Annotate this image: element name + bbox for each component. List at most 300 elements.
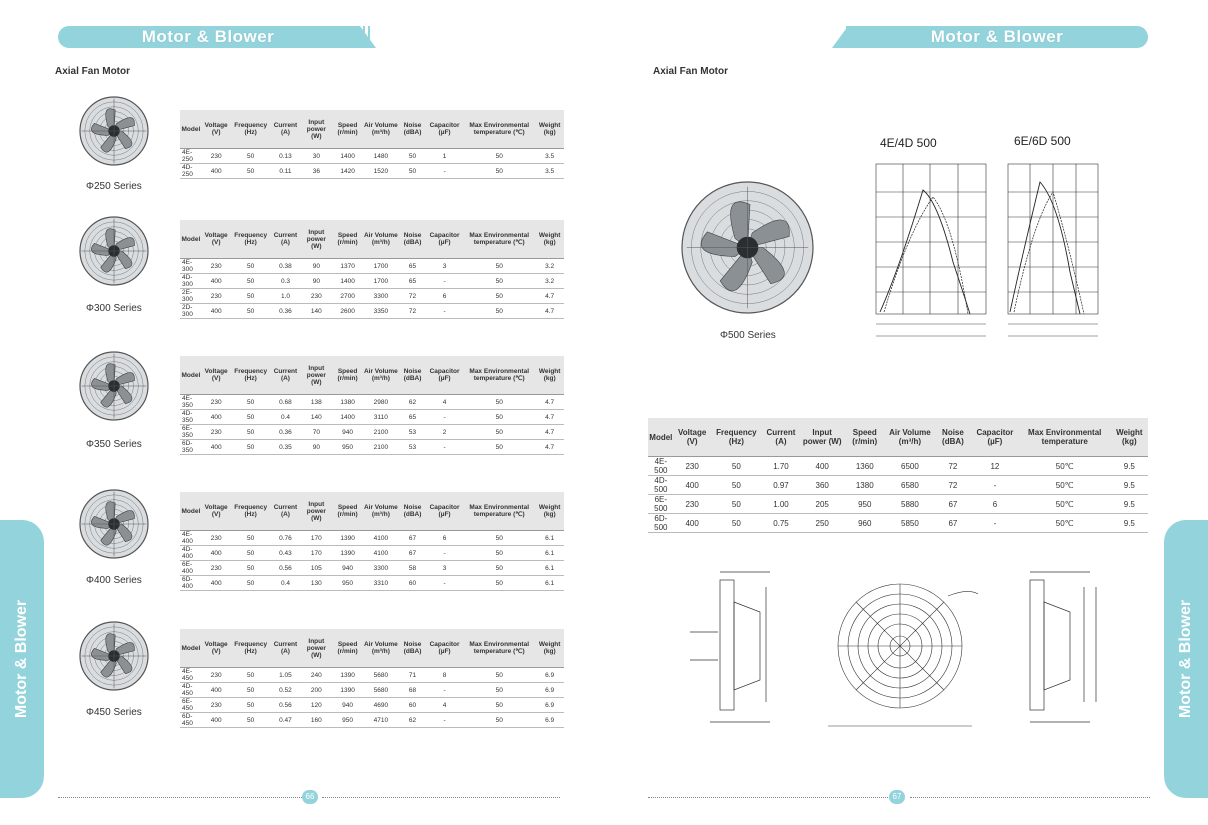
table-cell: 4.7 bbox=[535, 440, 564, 455]
table-cell: 50 bbox=[463, 149, 535, 164]
column-header: Max Environmental temperature (℃) bbox=[463, 629, 535, 668]
table-cell: 72 bbox=[935, 476, 971, 495]
fan-400-image bbox=[78, 488, 150, 560]
table-cell: 0.56 bbox=[271, 698, 301, 713]
table-cell: 4100 bbox=[363, 546, 399, 561]
table-cell: 67 bbox=[935, 514, 971, 533]
chart-left-grid bbox=[876, 164, 986, 314]
table-cell: 400 bbox=[674, 476, 711, 495]
table-cell: 50 bbox=[463, 440, 535, 455]
fan-450-image bbox=[78, 620, 150, 692]
column-header: Voltage (V) bbox=[202, 356, 231, 395]
table-cell: 50 bbox=[231, 668, 271, 683]
column-header: Capacitor (µF) bbox=[426, 629, 463, 668]
table-cell: 50℃ bbox=[1019, 514, 1111, 533]
table-cell: 50 bbox=[231, 576, 271, 591]
table-cell: 3110 bbox=[363, 410, 399, 425]
table-cell: 0.11 bbox=[271, 164, 301, 179]
table-cell: 1.0 bbox=[271, 289, 301, 304]
table-cell: 205 bbox=[800, 495, 845, 514]
table-cell: 400 bbox=[202, 546, 231, 561]
column-header: Capacitor (µF) bbox=[426, 110, 463, 149]
table-header-row bbox=[648, 418, 1148, 457]
table-cell: 230 bbox=[202, 425, 231, 440]
table-cell: 0.36 bbox=[271, 304, 301, 319]
table-cell: 400 bbox=[202, 304, 231, 319]
table-cell: 30 bbox=[300, 149, 332, 164]
column-header: Speed (r/min) bbox=[333, 220, 363, 259]
table-cell: 6D-450 bbox=[180, 713, 202, 728]
column-header: Air Volume (m³/h) bbox=[363, 492, 399, 531]
table-cell: 2 bbox=[426, 425, 463, 440]
table-cell: 230 bbox=[674, 457, 711, 476]
column-header: Max Environmental temperature bbox=[1019, 418, 1111, 457]
table-cell: 65 bbox=[399, 259, 426, 274]
table-cell: 1380 bbox=[845, 476, 885, 495]
column-header: Voltage (V) bbox=[202, 629, 231, 668]
table-cell: 1390 bbox=[333, 546, 363, 561]
column-header: Max Environmental temperature (℃) bbox=[463, 492, 535, 531]
table-cell: - bbox=[426, 304, 463, 319]
table-cell: 50 bbox=[231, 395, 271, 410]
column-header: Capacitor (µF) bbox=[971, 418, 1019, 457]
column-header: Air Volume (m³/h) bbox=[363, 110, 399, 149]
table-cell: 67 bbox=[399, 531, 426, 546]
table-cell: 50 bbox=[463, 713, 535, 728]
table-cell: 3.5 bbox=[535, 164, 564, 179]
table-cell: 4 bbox=[426, 395, 463, 410]
series-400-label: Φ400 Series bbox=[86, 575, 142, 586]
table-row bbox=[180, 395, 564, 410]
table-cell: 65 bbox=[399, 410, 426, 425]
table-cell: 9.5 bbox=[1111, 476, 1148, 495]
table-cell: 950 bbox=[333, 440, 363, 455]
table-cell: 50 bbox=[463, 274, 535, 289]
table-cell: 3310 bbox=[363, 576, 399, 591]
table-cell: 3.5 bbox=[535, 149, 564, 164]
side-tab-right: Motor & Blower bbox=[1164, 520, 1208, 798]
table-cell: 60 bbox=[399, 698, 426, 713]
table-cell: 230 bbox=[674, 495, 711, 514]
table-cell: 50 bbox=[399, 149, 426, 164]
table-cell: 58 bbox=[399, 561, 426, 576]
column-header: Frequency (Hz) bbox=[231, 356, 271, 395]
spec-table-300 bbox=[180, 220, 564, 319]
table-cell: 50 bbox=[463, 561, 535, 576]
table-cell: 250 bbox=[800, 514, 845, 533]
table-cell: 0.38 bbox=[271, 259, 301, 274]
table-cell: 4.7 bbox=[535, 410, 564, 425]
table-cell: 72 bbox=[399, 304, 426, 319]
column-header: Model bbox=[648, 418, 674, 457]
table-cell: 0.3 bbox=[271, 274, 301, 289]
table-cell: 230 bbox=[202, 698, 231, 713]
table-row bbox=[180, 304, 564, 319]
table-cell: 230 bbox=[202, 561, 231, 576]
table-cell: 4D-250 bbox=[180, 164, 202, 179]
table-cell: 1700 bbox=[363, 274, 399, 289]
table-cell: 6.1 bbox=[535, 546, 564, 561]
table-cell: 50 bbox=[231, 440, 271, 455]
chart-title-6e6d: 6E/6D 500 bbox=[1014, 134, 1071, 148]
table-cell: 6E-350 bbox=[180, 425, 202, 440]
column-header: Input power (W) bbox=[300, 356, 332, 395]
table-header-row bbox=[180, 492, 564, 531]
table-cell: 230 bbox=[202, 668, 231, 683]
series-250-label: Φ250 Series bbox=[86, 181, 142, 192]
table-cell: 0.97 bbox=[762, 476, 800, 495]
table-cell: - bbox=[426, 683, 463, 698]
table-cell: 4690 bbox=[363, 698, 399, 713]
table-cell: 0.52 bbox=[271, 683, 301, 698]
table-cell: 36 bbox=[300, 164, 332, 179]
table-cell: 72 bbox=[399, 289, 426, 304]
table-cell: 940 bbox=[333, 561, 363, 576]
table-cell: 50 bbox=[463, 576, 535, 591]
table-row bbox=[180, 289, 564, 304]
table-row bbox=[180, 425, 564, 440]
column-header: Frequency (Hz) bbox=[231, 220, 271, 259]
spec-table-450 bbox=[180, 629, 564, 728]
table-cell: 2700 bbox=[333, 289, 363, 304]
fan-500-image bbox=[680, 180, 815, 315]
table-cell: 6.1 bbox=[535, 576, 564, 591]
table-cell: 400 bbox=[202, 576, 231, 591]
table-cell: 5850 bbox=[885, 514, 935, 533]
table-row bbox=[180, 440, 564, 455]
table-header-row bbox=[180, 110, 564, 149]
table-cell: 6 bbox=[426, 531, 463, 546]
column-header: Weight (kg) bbox=[535, 356, 564, 395]
table-cell: 4D-450 bbox=[180, 683, 202, 698]
fan-250-image bbox=[78, 95, 150, 167]
table-cell: 1 bbox=[426, 149, 463, 164]
column-header: Noise (dBA) bbox=[399, 110, 426, 149]
table-cell: 90 bbox=[300, 274, 332, 289]
table-cell: 3300 bbox=[363, 289, 399, 304]
table-cell: 0.43 bbox=[271, 546, 301, 561]
banner-left-tip bbox=[360, 26, 376, 48]
table-cell: 230 bbox=[202, 395, 231, 410]
table-cell: 0.35 bbox=[271, 440, 301, 455]
table-cell: 50 bbox=[231, 304, 271, 319]
column-header: Voltage (V) bbox=[202, 220, 231, 259]
footer-rule-right-b bbox=[910, 797, 1150, 798]
table-cell: 0.13 bbox=[271, 149, 301, 164]
table-cell: 400 bbox=[674, 514, 711, 533]
table-header-row bbox=[180, 356, 564, 395]
table-cell: 0.4 bbox=[271, 410, 301, 425]
table-cell: 6.9 bbox=[535, 668, 564, 683]
table-row bbox=[180, 259, 564, 274]
table-cell: 1360 bbox=[845, 457, 885, 476]
table-cell: 0.76 bbox=[271, 531, 301, 546]
fan-300-image bbox=[78, 215, 150, 287]
table-cell: 50 bbox=[231, 274, 271, 289]
table-cell: 940 bbox=[333, 698, 363, 713]
spec-table-350 bbox=[180, 356, 564, 455]
table-cell: 4E-500 bbox=[648, 457, 674, 476]
column-header: Input power (W) bbox=[800, 418, 845, 457]
table-cell: 50 bbox=[463, 410, 535, 425]
table-cell: 230 bbox=[202, 259, 231, 274]
table-cell: 240 bbox=[300, 668, 332, 683]
column-header: Air Volume (m³/h) bbox=[363, 356, 399, 395]
spec-table-250 bbox=[180, 110, 564, 179]
table-cell: 1380 bbox=[333, 395, 363, 410]
column-header: Weight (kg) bbox=[535, 492, 564, 531]
table-cell: 160 bbox=[300, 713, 332, 728]
table-cell: 3.2 bbox=[535, 274, 564, 289]
table-cell: 60 bbox=[399, 576, 426, 591]
column-header: Frequency (Hz) bbox=[231, 629, 271, 668]
column-header: Noise (dBA) bbox=[399, 356, 426, 395]
column-header: Speed (r/min) bbox=[333, 356, 363, 395]
table-row bbox=[180, 546, 564, 561]
table-cell: 1400 bbox=[333, 410, 363, 425]
table-cell: 200 bbox=[300, 683, 332, 698]
table-cell: - bbox=[971, 514, 1019, 533]
table-cell: 8 bbox=[426, 668, 463, 683]
spec-table-400 bbox=[180, 492, 564, 591]
table-cell: 50 bbox=[231, 149, 271, 164]
performance-curve-charts bbox=[858, 152, 1110, 352]
table-cell: 2E-300 bbox=[180, 289, 202, 304]
table-cell: 62 bbox=[399, 395, 426, 410]
table-cell: 50 bbox=[711, 476, 762, 495]
table-cell: 4.7 bbox=[535, 425, 564, 440]
table-cell: 1.70 bbox=[762, 457, 800, 476]
table-cell: 6580 bbox=[885, 476, 935, 495]
table-cell: 130 bbox=[300, 576, 332, 591]
table-cell: 140 bbox=[300, 304, 332, 319]
table-cell: 50 bbox=[231, 164, 271, 179]
table-cell: 950 bbox=[845, 495, 885, 514]
chart-right-curve-b bbox=[1014, 192, 1084, 314]
table-cell: 3350 bbox=[363, 304, 399, 319]
table-cell: 50 bbox=[231, 289, 271, 304]
table-cell: 170 bbox=[300, 531, 332, 546]
table-cell: 50 bbox=[463, 425, 535, 440]
table-cell: - bbox=[426, 440, 463, 455]
table-cell: 72 bbox=[935, 457, 971, 476]
table-cell: 6D-400 bbox=[180, 576, 202, 591]
spec-table-500 bbox=[648, 418, 1148, 533]
table-cell: 950 bbox=[333, 713, 363, 728]
table-cell: - bbox=[426, 546, 463, 561]
table-cell: 4100 bbox=[363, 531, 399, 546]
column-header: Speed (r/min) bbox=[333, 110, 363, 149]
column-header: Speed (r/min) bbox=[333, 629, 363, 668]
table-cell: 50 bbox=[463, 289, 535, 304]
column-header: Frequency (Hz) bbox=[711, 418, 762, 457]
table-cell: 6 bbox=[426, 289, 463, 304]
table-cell: 50 bbox=[231, 698, 271, 713]
page-number-left: 66 bbox=[302, 790, 318, 804]
table-cell: 50 bbox=[463, 546, 535, 561]
table-cell: 4E-350 bbox=[180, 395, 202, 410]
column-header: Current (A) bbox=[271, 629, 301, 668]
table-cell: 400 bbox=[202, 713, 231, 728]
column-header: Max Environmental temperature (℃) bbox=[463, 110, 535, 149]
column-header: Max Environmental temperature (℃) bbox=[463, 220, 535, 259]
table-row bbox=[180, 561, 564, 576]
table-cell: - bbox=[426, 713, 463, 728]
table-cell: 360 bbox=[800, 476, 845, 495]
table-cell: 53 bbox=[399, 425, 426, 440]
table-cell: 0.36 bbox=[271, 425, 301, 440]
table-header-row bbox=[180, 220, 564, 259]
table-cell: 50 bbox=[463, 698, 535, 713]
table-cell: 9.5 bbox=[1111, 514, 1148, 533]
series-300-label: Φ300 Series bbox=[86, 303, 142, 314]
table-cell: 50 bbox=[463, 259, 535, 274]
table-cell: 67 bbox=[399, 546, 426, 561]
column-header: Input power (W) bbox=[300, 629, 332, 668]
table-cell: 0.47 bbox=[271, 713, 301, 728]
table-cell: 4710 bbox=[363, 713, 399, 728]
column-header: Max Environmental temperature (℃) bbox=[463, 356, 535, 395]
table-cell: 4D-500 bbox=[648, 476, 674, 495]
table-cell: 90 bbox=[300, 440, 332, 455]
table-cell: 2980 bbox=[363, 395, 399, 410]
footer-rule-left-b bbox=[322, 797, 560, 798]
table-cell: 400 bbox=[202, 410, 231, 425]
table-row bbox=[180, 713, 564, 728]
table-cell: 400 bbox=[202, 440, 231, 455]
table-cell: 0.68 bbox=[271, 395, 301, 410]
table-cell: 0.56 bbox=[271, 561, 301, 576]
table-row bbox=[648, 457, 1148, 476]
table-cell: 50 bbox=[231, 259, 271, 274]
table-cell: 50 bbox=[711, 495, 762, 514]
drawing-side-view bbox=[680, 562, 780, 737]
table-row bbox=[180, 149, 564, 164]
series-450-label: Φ450 Series bbox=[86, 707, 142, 718]
table-cell: 4 bbox=[426, 698, 463, 713]
table-cell: 6.9 bbox=[535, 683, 564, 698]
column-header: Current (A) bbox=[271, 110, 301, 149]
table-cell: 230 bbox=[300, 289, 332, 304]
table-row bbox=[180, 683, 564, 698]
series-350-label: Φ350 Series bbox=[86, 439, 142, 450]
column-header: Weight (kg) bbox=[1111, 418, 1148, 457]
table-cell: 50℃ bbox=[1019, 495, 1111, 514]
table-cell: 400 bbox=[800, 457, 845, 476]
table-cell: 4E-400 bbox=[180, 531, 202, 546]
table-cell: 1370 bbox=[333, 259, 363, 274]
banner-right: Motor & Blower bbox=[846, 26, 1148, 48]
table-cell: 2600 bbox=[333, 304, 363, 319]
column-header: Weight (kg) bbox=[535, 629, 564, 668]
table-cell: - bbox=[426, 410, 463, 425]
table-cell: 0.75 bbox=[762, 514, 800, 533]
table-cell: 4E-300 bbox=[180, 259, 202, 274]
table-cell: 6.9 bbox=[535, 713, 564, 728]
column-header: Noise (dBA) bbox=[935, 418, 971, 457]
table-cell: 50℃ bbox=[1019, 476, 1111, 495]
table-cell: 1.05 bbox=[271, 668, 301, 683]
table-cell: 4D-350 bbox=[180, 410, 202, 425]
table-row bbox=[180, 164, 564, 179]
chart-right-curve-a bbox=[1010, 182, 1080, 314]
table-cell: 9.5 bbox=[1111, 457, 1148, 476]
table-cell: 6D-500 bbox=[648, 514, 674, 533]
table-cell: 4.7 bbox=[535, 304, 564, 319]
page-number-right: 67 bbox=[889, 790, 905, 804]
table-cell: 68 bbox=[399, 683, 426, 698]
table-cell: 50 bbox=[231, 410, 271, 425]
table-cell: 6.9 bbox=[535, 698, 564, 713]
table-cell: 3 bbox=[426, 259, 463, 274]
table-cell: 50 bbox=[463, 531, 535, 546]
column-header: Input power (W) bbox=[300, 110, 332, 149]
table-cell: 50 bbox=[711, 514, 762, 533]
column-header: Capacitor (µF) bbox=[426, 220, 463, 259]
column-header: Model bbox=[180, 356, 202, 395]
column-header: Input power (W) bbox=[300, 492, 332, 531]
table-cell: 2100 bbox=[363, 425, 399, 440]
table-cell: 50 bbox=[231, 531, 271, 546]
table-cell: 1390 bbox=[333, 531, 363, 546]
table-cell: 4E-450 bbox=[180, 668, 202, 683]
column-header: Speed (r/min) bbox=[845, 418, 885, 457]
table-cell: 12 bbox=[971, 457, 1019, 476]
column-header: Voltage (V) bbox=[202, 110, 231, 149]
table-cell: 50 bbox=[463, 668, 535, 683]
column-header: Voltage (V) bbox=[202, 492, 231, 531]
table-cell: 960 bbox=[845, 514, 885, 533]
table-cell: 6 bbox=[971, 495, 1019, 514]
fan-350-image bbox=[78, 350, 150, 422]
table-row bbox=[180, 668, 564, 683]
drawing-side-view-2 bbox=[1010, 562, 1110, 737]
table-row bbox=[648, 476, 1148, 495]
table-cell: 2100 bbox=[363, 440, 399, 455]
table-cell: 9.5 bbox=[1111, 495, 1148, 514]
column-header: Speed (r/min) bbox=[333, 492, 363, 531]
table-cell: 6E-400 bbox=[180, 561, 202, 576]
chart-left-curve-a bbox=[880, 190, 970, 314]
table-cell: 138 bbox=[300, 395, 332, 410]
table-cell: 50 bbox=[463, 164, 535, 179]
table-cell: 50 bbox=[399, 164, 426, 179]
table-cell: 400 bbox=[202, 274, 231, 289]
table-cell: 1400 bbox=[333, 149, 363, 164]
table-cell: 1480 bbox=[363, 149, 399, 164]
table-cell: 90 bbox=[300, 259, 332, 274]
table-cell: 53 bbox=[399, 440, 426, 455]
table-cell: 3.2 bbox=[535, 259, 564, 274]
table-cell: 6.1 bbox=[535, 531, 564, 546]
table-cell: 50 bbox=[463, 304, 535, 319]
column-header: Noise (dBA) bbox=[399, 629, 426, 668]
column-header: Frequency (Hz) bbox=[231, 110, 271, 149]
table-cell: 62 bbox=[399, 713, 426, 728]
table-header-row bbox=[180, 629, 564, 668]
table-cell: 50 bbox=[231, 546, 271, 561]
table-row bbox=[180, 410, 564, 425]
table-cell: 50 bbox=[463, 395, 535, 410]
table-cell: 6D-350 bbox=[180, 440, 202, 455]
column-header: Model bbox=[180, 492, 202, 531]
table-cell: - bbox=[426, 576, 463, 591]
chart-left-curve-b bbox=[884, 197, 968, 314]
footer-rule-left-a bbox=[58, 797, 308, 798]
table-cell: 6E-450 bbox=[180, 698, 202, 713]
column-header: Weight (kg) bbox=[535, 110, 564, 149]
table-cell: 140 bbox=[300, 410, 332, 425]
